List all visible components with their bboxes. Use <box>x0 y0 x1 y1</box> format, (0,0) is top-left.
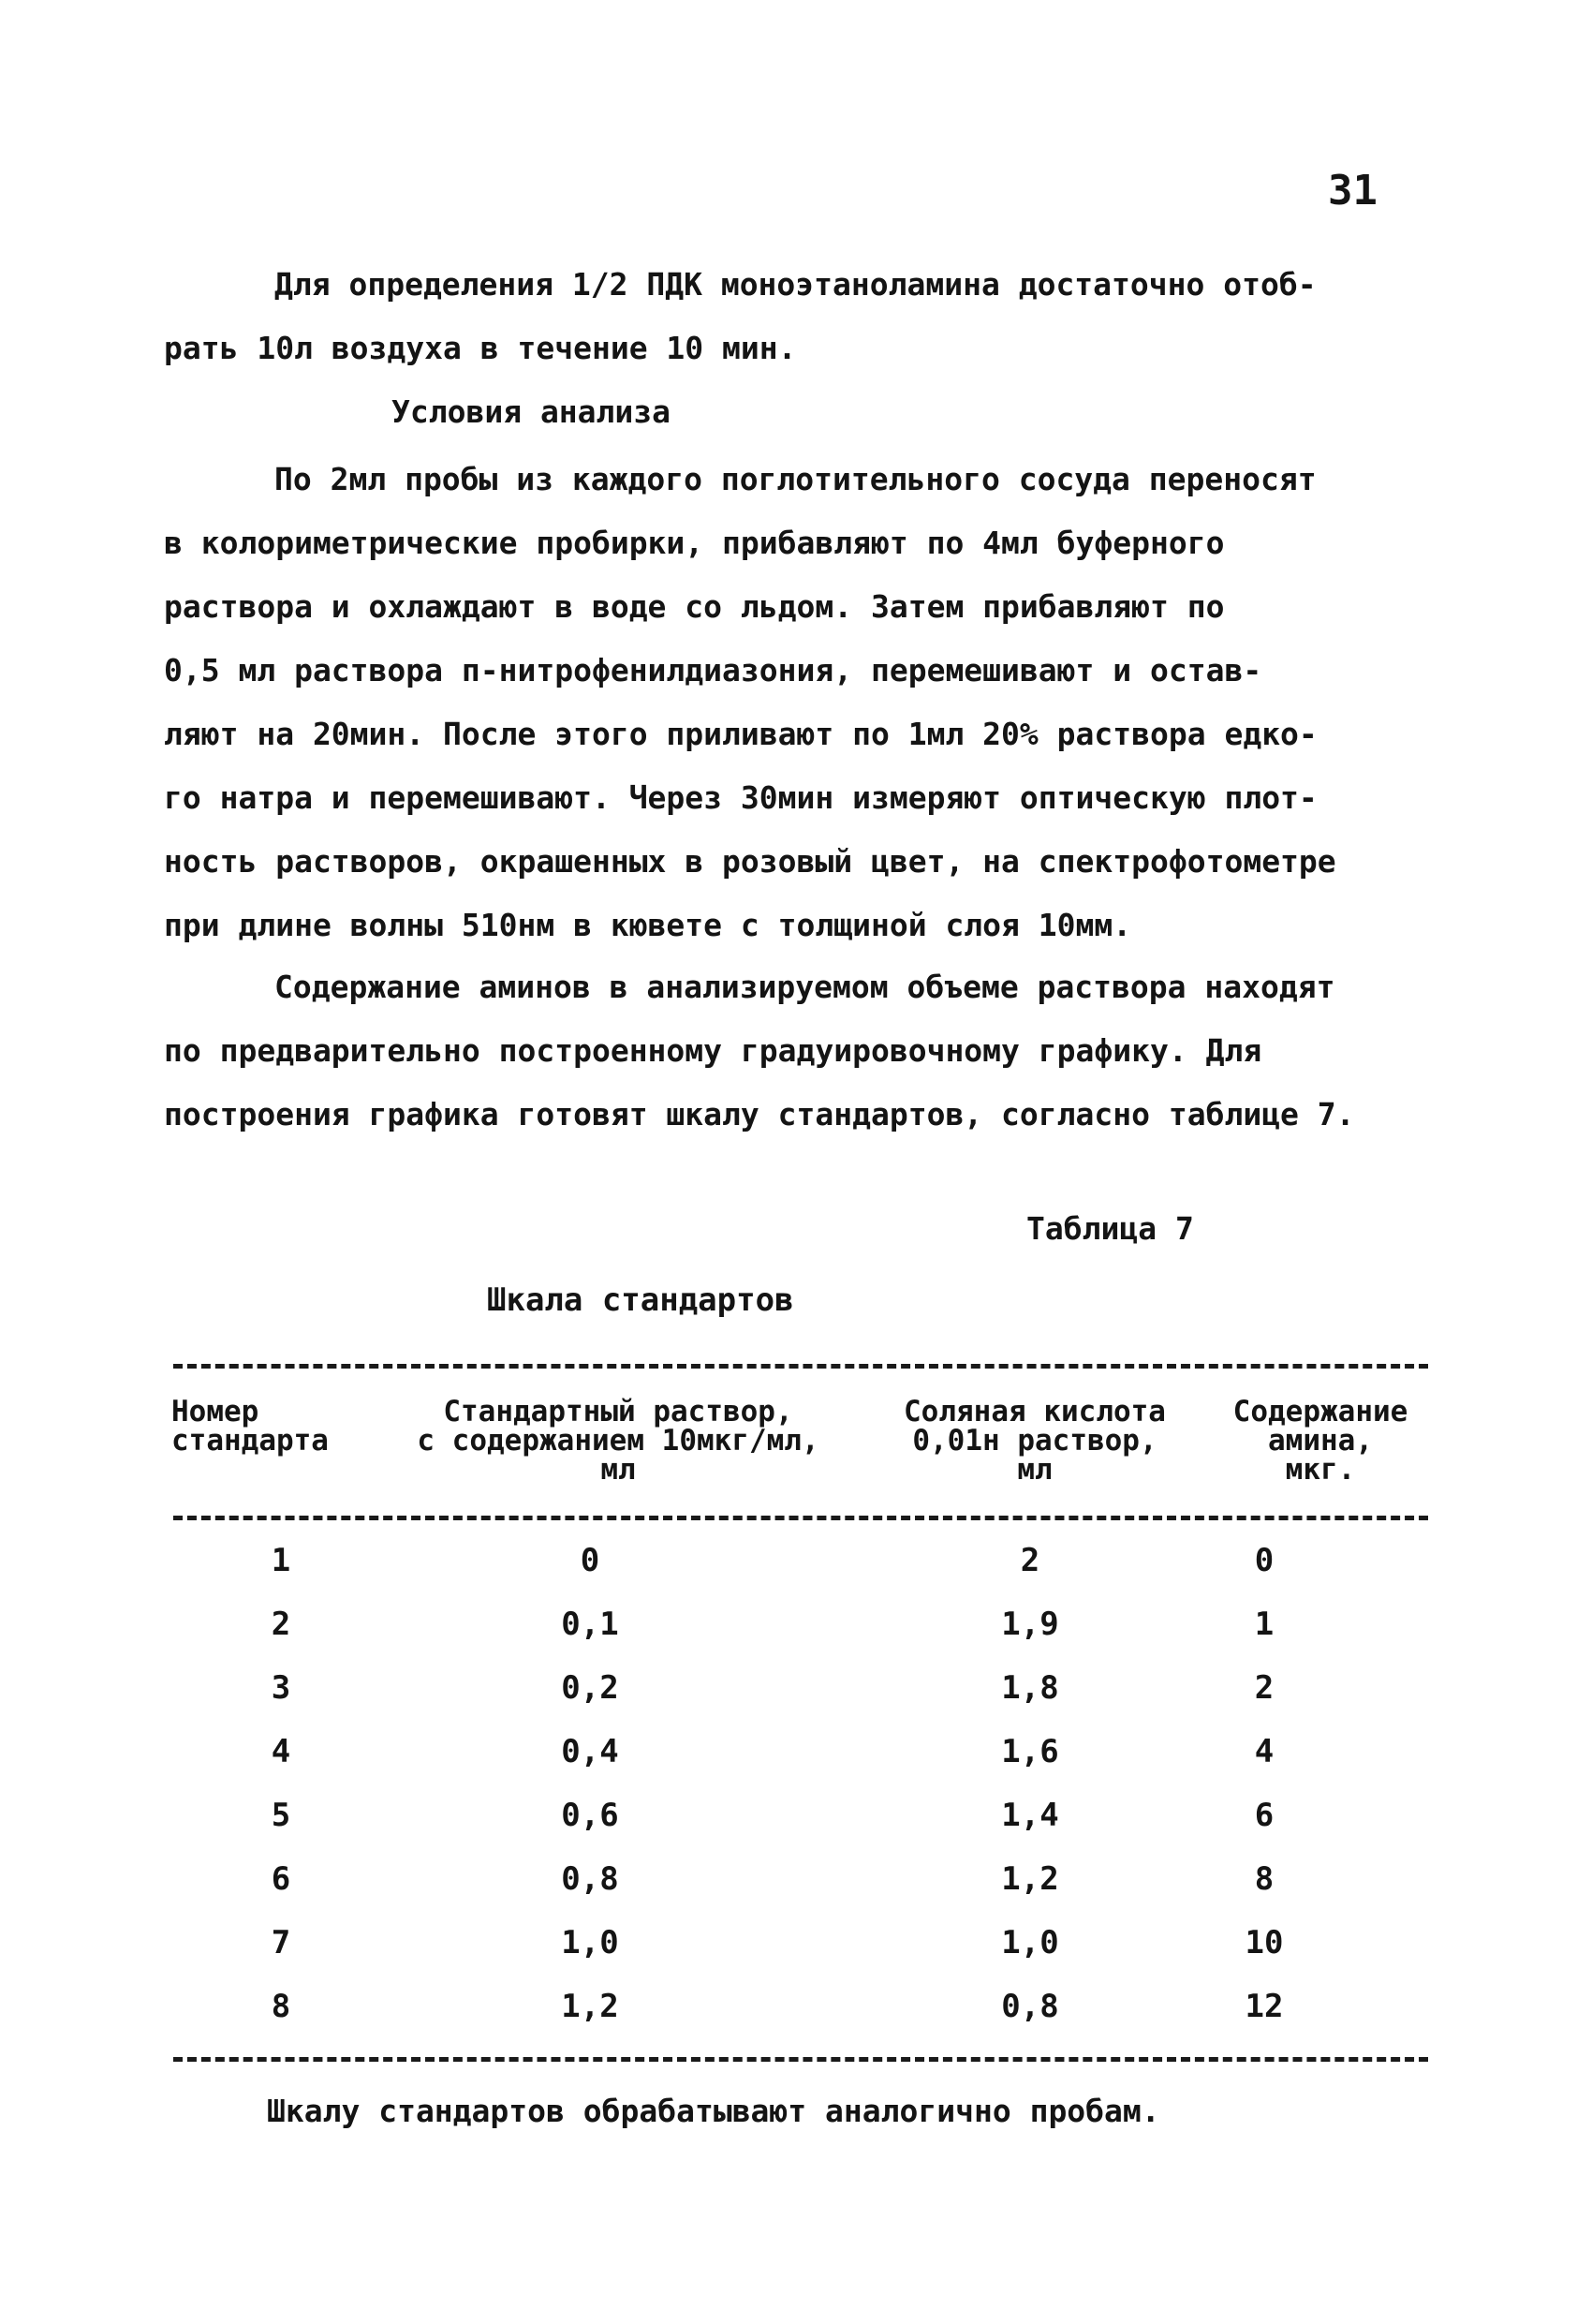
table-row <box>0 1789 1592 1853</box>
table-cell: 3 <box>271 1669 291 1707</box>
table-cell: 0,6 <box>561 1797 619 1834</box>
table-cell: 8 <box>271 1988 291 2025</box>
table-cell: 0,2 <box>561 1669 619 1707</box>
paragraph-line: Содержание аминов в анализируемом объеме раствора находят <box>274 969 1335 1005</box>
table-label: Таблица 7 <box>1026 1210 1194 1247</box>
column-header-standard-solution <box>375 1395 862 1487</box>
table-cell: 1,2 <box>561 1988 619 2025</box>
paragraph-line: при длине волны 510нм в кювете с толщиной слоя 10мм. <box>164 907 1132 943</box>
table-cell: 0,1 <box>561 1606 619 1643</box>
table-body <box>0 1534 1592 2044</box>
table-header-rule <box>173 1516 1428 1520</box>
paragraph-line: По 2мл пробы из каждого поглотительного сосуда переносят <box>274 461 1317 497</box>
table-cell: 2 <box>271 1606 291 1643</box>
table-cell: 6 <box>271 1860 291 1898</box>
subheading-analysis-conditions: Условия анализа <box>391 393 671 430</box>
table-bottom-rule <box>173 2057 1428 2062</box>
paragraph-line: по предварительно построенному градуировочному графику. Для <box>164 1032 1262 1069</box>
table-cell: 6 <box>1254 1797 1275 1834</box>
table-row <box>0 1662 1592 1725</box>
paragraph-line: в колориметрические пробирки, прибавляют по 4мл буферного <box>164 525 1225 561</box>
paragraph-line: ность растворов, окрашенных в розовый цвет, на спектрофотометре <box>164 843 1336 880</box>
table-cell: 0,8 <box>1001 1988 1059 2025</box>
header-line: амина, <box>1268 1424 1373 1458</box>
column-header-standard-number <box>171 1395 359 1458</box>
table-cell: 10 <box>1245 1924 1284 1961</box>
header-line: 0,01н раствор, <box>912 1424 1157 1458</box>
table-cell: 1,0 <box>561 1924 619 1961</box>
paragraph-line: ляют на 20мин. После этого приливают по 1мл 20% раствора едко- <box>164 716 1318 752</box>
table-footnote: Шкалу стандартов обрабатывают аналогично пробам. <box>267 2093 1160 2129</box>
table-cell: 1 <box>271 1542 291 1579</box>
paragraph-sampling <box>164 253 1419 380</box>
header-line: мл <box>1017 1453 1053 1487</box>
header-line: Стандартный раствор, <box>443 1395 793 1428</box>
table-cell: 5 <box>271 1797 291 1834</box>
table-cell: 0,4 <box>561 1733 619 1770</box>
table-cell: 4 <box>1254 1733 1275 1770</box>
table-cell: 2 <box>1254 1669 1275 1707</box>
table-cell: 12 <box>1245 1988 1284 2025</box>
paragraph-line: раствора и охлаждают в воде со льдом. Затем прибавляют по <box>164 588 1225 625</box>
table-cell: 1 <box>1254 1606 1275 1643</box>
table-row <box>0 1980 1592 2044</box>
table-cell: 1,6 <box>1001 1733 1059 1770</box>
table-cell: 1,2 <box>1001 1860 1059 1898</box>
table-cell: 7 <box>271 1924 291 1961</box>
header-line: с содержанием 10мкг/мл, <box>417 1424 819 1458</box>
paragraph-procedure <box>164 448 1419 957</box>
paragraph-line: Для определения 1/2 ПДК моноэтаноламина достаточно отоб- <box>274 266 1317 303</box>
paragraph-line: го натра и перемешивают. Через 30мин измеряют оптическую плот- <box>164 779 1318 816</box>
table-title: Шкала стандартов <box>487 1281 794 1319</box>
table-cell: 1,8 <box>1001 1669 1059 1707</box>
table-top-rule <box>173 1364 1428 1369</box>
table-cell: 2 <box>1020 1542 1040 1579</box>
header-line: Номер <box>171 1395 259 1428</box>
page-number: 31 <box>1328 167 1378 215</box>
table-row <box>0 1534 1592 1598</box>
table-cell: 1,0 <box>1001 1924 1059 1961</box>
paragraph-line: рать 10л воздуха в течение 10 мин. <box>164 330 797 366</box>
table-row <box>0 1853 1592 1917</box>
table-cell: 0 <box>580 1542 600 1579</box>
table-cell: 1,9 <box>1001 1606 1059 1643</box>
table-cell: 8 <box>1254 1860 1275 1898</box>
table-cell: 0,8 <box>561 1860 619 1898</box>
table-row <box>0 1917 1592 1980</box>
header-line: мл <box>600 1453 636 1487</box>
column-header-hydrochloric-acid <box>876 1395 1194 1487</box>
paragraph-line: построения графика готовят шкалу стандартов, согласно таблице 7. <box>164 1096 1355 1132</box>
header-line: Соляная кислота <box>904 1395 1166 1428</box>
header-line: стандарта <box>171 1424 329 1458</box>
header-line: Содержание <box>1232 1395 1408 1428</box>
paragraph-line: 0,5 мл раствора п-нитрофенилдиазония, перемешивают и остав- <box>164 652 1262 688</box>
paragraph-calibration <box>164 955 1419 1147</box>
table-cell: 1,4 <box>1001 1797 1059 1834</box>
table-cell: 0 <box>1254 1542 1275 1579</box>
table-row <box>0 1598 1592 1662</box>
table-row <box>0 1725 1592 1789</box>
table-cell: 4 <box>271 1733 291 1770</box>
header-line: мкг. <box>1285 1453 1356 1487</box>
column-header-amine-content <box>1208 1395 1433 1487</box>
